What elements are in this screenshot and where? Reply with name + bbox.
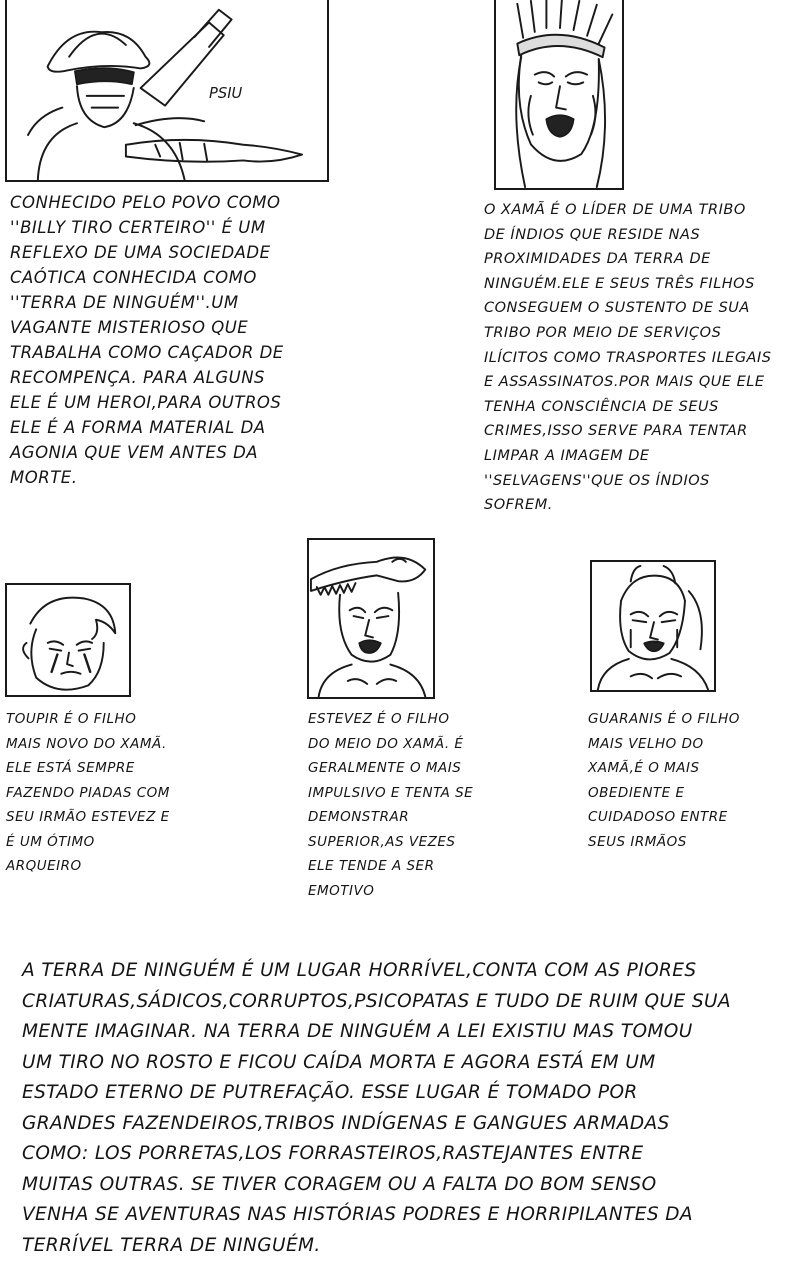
psiu-sound-effect: PSIU bbox=[209, 84, 243, 102]
estevez-description: ESTEVEZ É O FILHO DO MEIO DO XAMÃ. É GERALMENTE O MAIS IMPULSIVO E TENTA SE DEMONSTRAR SUPERIOR,AS VEZES ELE TENDE A SER EMOTIVO bbox=[308, 711, 474, 899]
xama-description: O XAMÃ É O LÍDER DE UMA TRIBO DE ÍNDIOS QUE RESIDE NAS PROXIMIDADES DA TERRA DE NINGUÉM.ELE E SEUS TRÊS FILHOS CONSEGUEM O SUSTENTO DE SUA TRIBO POR MEIO DE SERVIÇOS ILÍCITOS COMO TRASPORTES ILEGAIS E ASSASSINATOS.POR MAIS QUE ELE TENHA CONSCIÊNCIA DE SEUS CRIMES,ISSO SERVE PARA TENTAR LIMPAR A IMAGEM DE ''SELVAGENS''QUE OS ÍNDIOS SOFREM. bbox=[484, 202, 772, 514]
xama-panel bbox=[494, 0, 624, 190]
guaranis-description: GUARANIS É O FILHO MAIS VELHO DO XAMÃ,É O MAIS OBEDIENTE E CUIDADOSO ENTRE SEUS IRMÃOS bbox=[588, 711, 740, 850]
terra-de-ninguem-description: A TERRA DE NINGUÉM É UM LUGAR HORRÍVEL,CONTA COM AS PIORES CRIATURAS,SÁDICOS,CORRUPTOS,PSICOPATAS E TUDO DE RUIM QUE SUA MENTE IMAGINAR. NA TERRA DE NINGUÉM A LEI EXISTIU MAS TOMOU UM TIRO NO ROSTO E FICOU CAÍDA MORTA E AGORA ESTÁ EM UM ESTADO ETERNO DE PUTREFAÇÃO. ESSE LUGAR É TOMADO POR GRANDES FAZENDEIROS,TRIBOS INDÍGENAS E GANGUES ARMADAS COMO: LOS PORRETAS,LOS FORRASTEIROS,RASTEJANTES ENTRE MUITAS OUTRAS. SE TIVER CORAGEM OU A FALTA DO BOM SENSO VENHA SE AVENTURAS NAS HISTÓRIAS PODRES E HORRIPILANTES DA TERRÍVEL TERRA DE NINGUÉM. bbox=[22, 960, 731, 1256]
toupir-panel bbox=[5, 583, 131, 697]
estevez-panel bbox=[307, 538, 435, 699]
toupir-description: TOUPIR É O FILHO MAIS NOVO DO XAMÃ. ELE ESTÁ SEMPRE FAZENDO PIADAS COM SEU IRMÃO ESTEVEZ E É UM ÓTIMO ARQUEIRO bbox=[6, 711, 170, 874]
billy-panel bbox=[5, 0, 329, 182]
billy-description: CONHECIDO PELO POVO COMO ''BILLY TIRO CERTEIRO'' É UM REFLEXO DE UMA SOCIEDADE CAÓTICA CONHECIDA COMO ''TERRA DE NINGUÉM''.UM VAGANTE MISTERIOSO QUE TRABALHA COMO CAÇADOR DE RECOMPENÇA. PARA ALGUNS ELE É UM HEROI,PARA OUTROS ELE É A FORMA MATERIAL DA AGONIA QUE VEM ANTES DA MORTE. bbox=[10, 193, 284, 487]
guaranis-panel bbox=[590, 560, 716, 692]
